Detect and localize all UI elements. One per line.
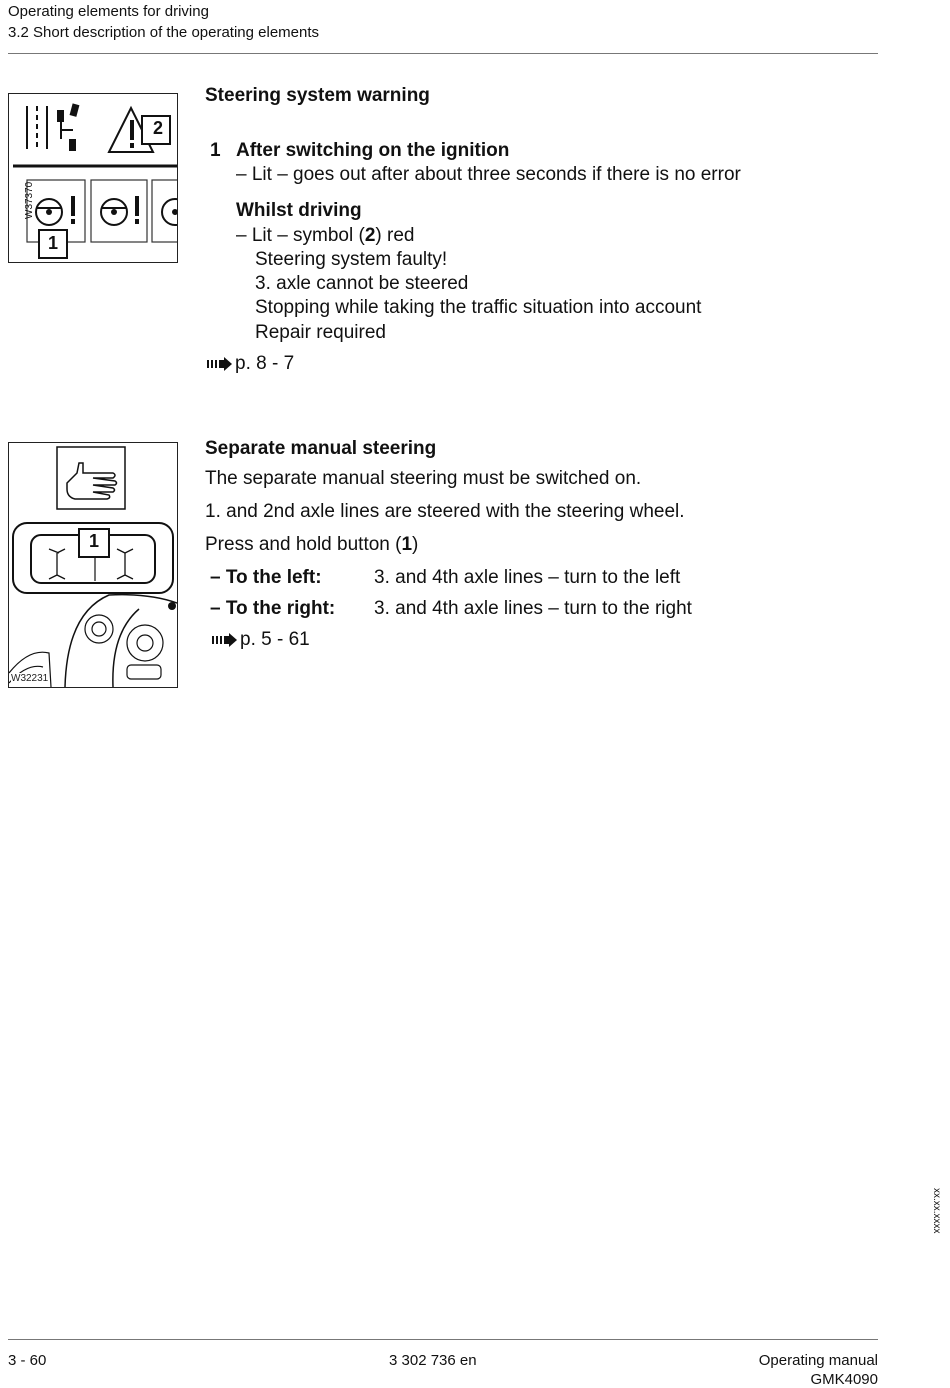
p3-c: ) bbox=[412, 534, 419, 555]
section-title-steering-warning: Steering system warning bbox=[205, 85, 430, 106]
detail-line: Steering system faulty! bbox=[255, 249, 448, 270]
item-line: – Lit – goes out after about three seconds if there is no error bbox=[236, 164, 741, 185]
footer-model: GMK4090 bbox=[810, 1371, 878, 1388]
right-text: 3. and 4th axle lines – turn to the right bbox=[374, 598, 692, 619]
sub-rest: ) red bbox=[375, 225, 415, 246]
reference-text: p. 8 - 7 bbox=[235, 353, 295, 374]
sub-bold: 2 bbox=[364, 225, 376, 246]
footer-rule bbox=[8, 1339, 878, 1340]
detail-line: 3. axle cannot be steered bbox=[255, 273, 469, 294]
left-label: – To the left: bbox=[210, 567, 322, 588]
right-label: – To the right: bbox=[210, 598, 336, 619]
p3-b: 1 bbox=[401, 534, 413, 555]
manual-steering-figure bbox=[8, 442, 178, 688]
figure-label-1: 1 bbox=[88, 531, 99, 551]
left-text: 3. and 4th axle lines – turn to the left bbox=[374, 567, 681, 588]
paragraph-button bbox=[205, 534, 418, 556]
reference-arrow-icon bbox=[210, 633, 240, 647]
sub-dash: – Lit – symbol ( bbox=[236, 225, 365, 246]
footer-manual: Operating manual bbox=[758, 1352, 878, 1369]
section-title-manual-steering: Separate manual steering bbox=[205, 438, 437, 459]
detail-line: Repair required bbox=[255, 322, 386, 343]
reference-text: p. 5 - 61 bbox=[240, 629, 310, 650]
sub-title-whilst-driving: Whilst driving bbox=[236, 200, 362, 221]
page-reference[interactable] bbox=[210, 629, 310, 651]
header-rule bbox=[8, 53, 878, 54]
footer-doc-number: 3 302 736 en bbox=[389, 1352, 477, 1369]
steering-warning-figure bbox=[8, 93, 178, 263]
header-chapter: Operating elements for driving bbox=[8, 3, 209, 20]
detail-line: Stopping while taking the traffic situation into account bbox=[255, 297, 702, 318]
item-number: 1 bbox=[210, 140, 221, 161]
item-title: After switching on the ignition bbox=[236, 140, 510, 161]
sub-line bbox=[236, 225, 414, 247]
p3-a: Press and hold button ( bbox=[205, 534, 402, 555]
figure-code: W32231 bbox=[11, 673, 49, 684]
figure-label-1: 1 bbox=[47, 233, 58, 253]
manual-steering-illustration bbox=[9, 443, 177, 687]
page-reference[interactable] bbox=[205, 353, 294, 375]
figure-label-2: 2 bbox=[152, 118, 163, 138]
reference-arrow-icon bbox=[205, 357, 235, 371]
paragraph: The separate manual steering must be switched on. bbox=[205, 468, 642, 489]
figure-code: W37370 bbox=[24, 181, 35, 219]
side-code: xx.xx.xxxx bbox=[931, 1188, 942, 1234]
header-section: 3.2 Short description of the operating elements bbox=[8, 24, 320, 41]
footer-page-number: 3 - 60 bbox=[8, 1352, 47, 1369]
paragraph: 1. and 2nd axle lines are steered with the steering wheel. bbox=[205, 501, 685, 522]
